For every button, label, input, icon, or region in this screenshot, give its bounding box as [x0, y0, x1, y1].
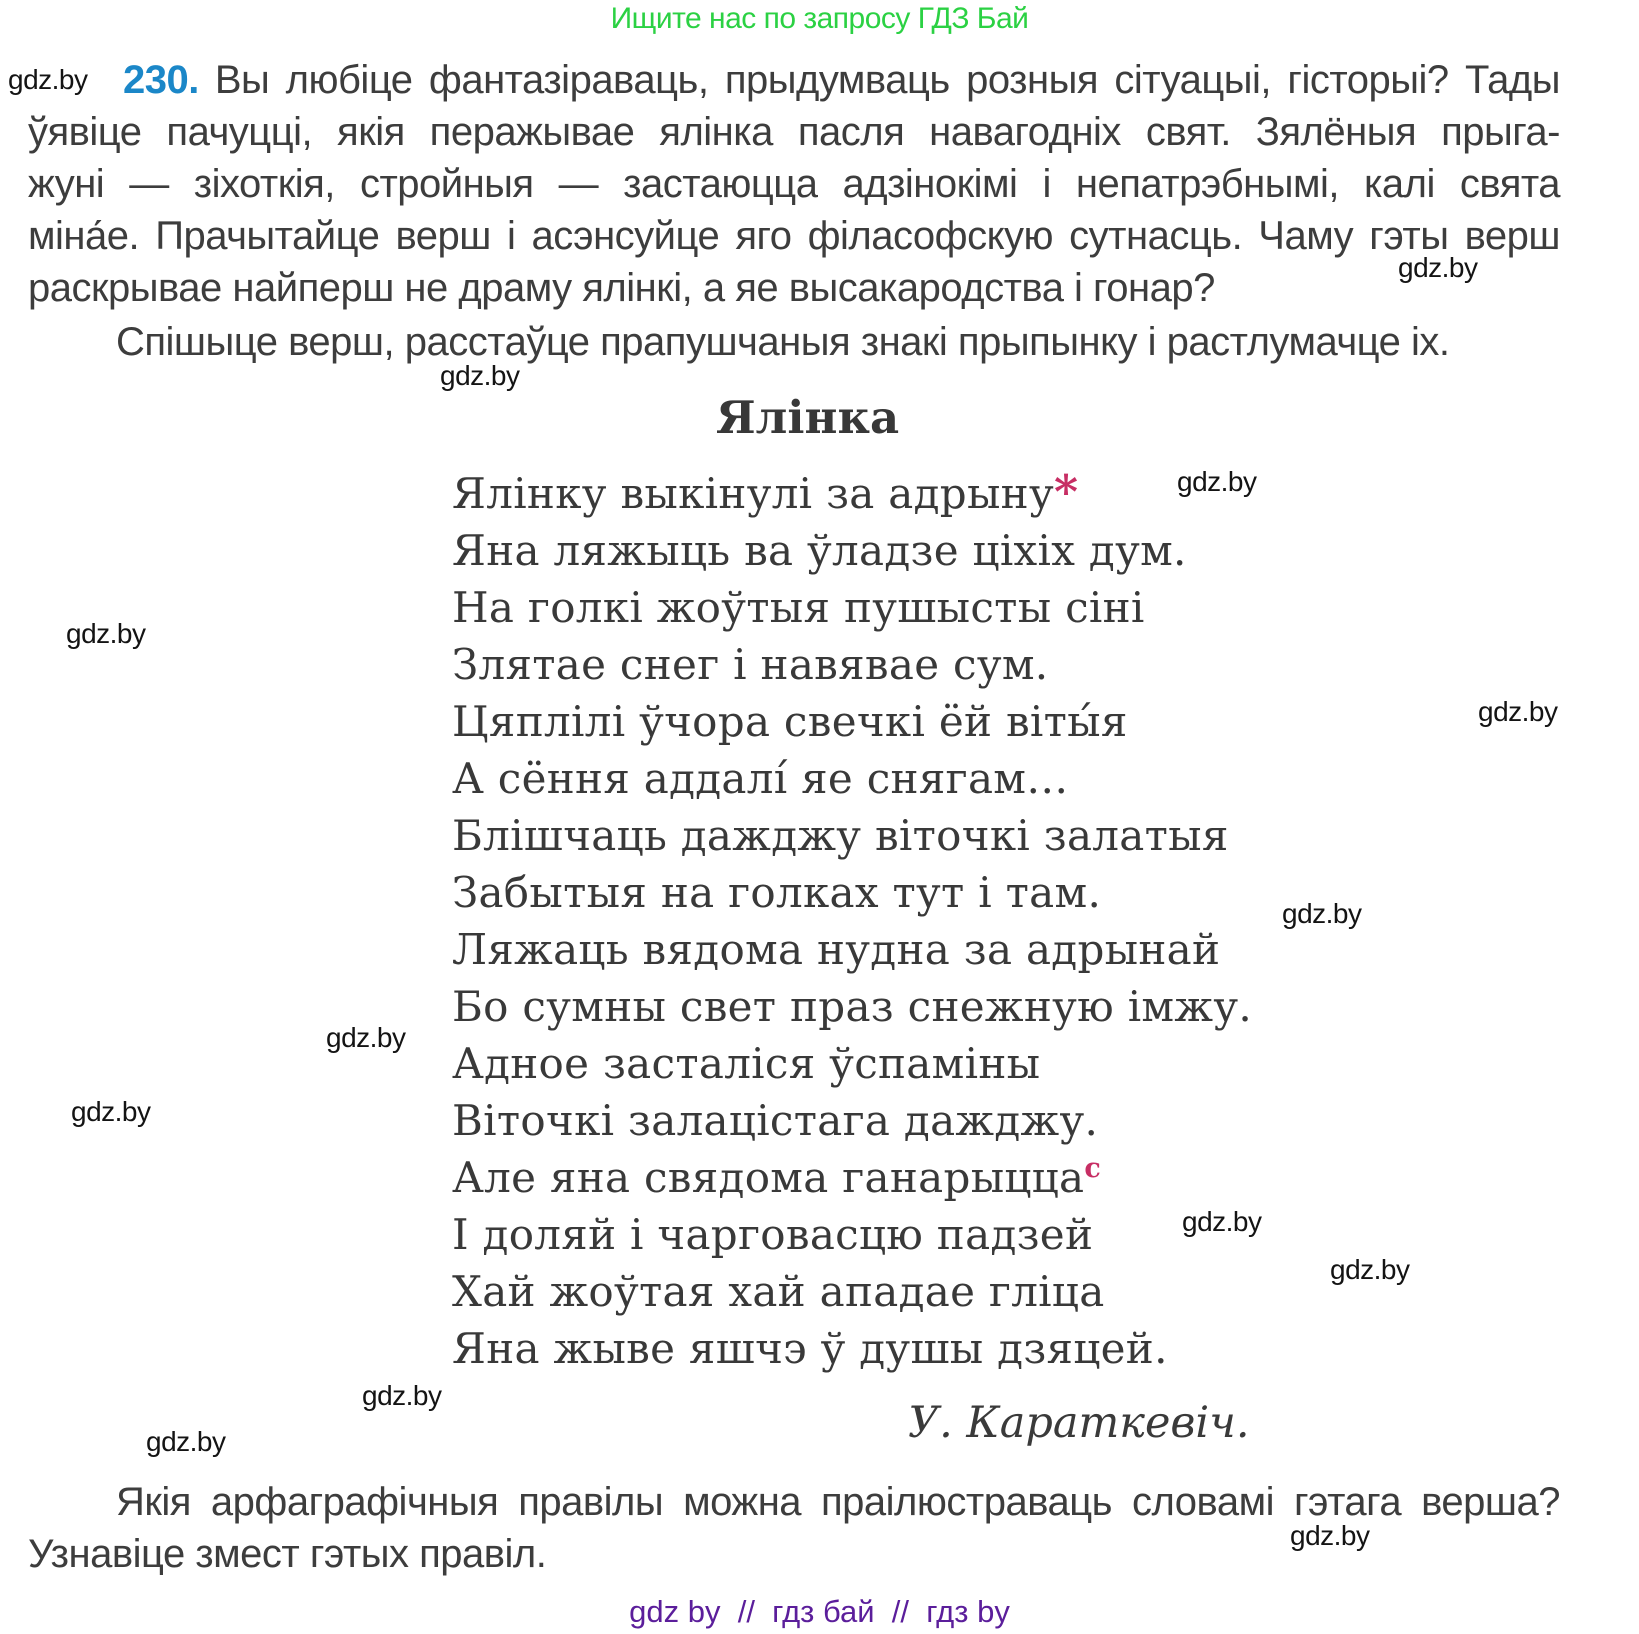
poem-line: Адное засталіся ўспаміны	[452, 1039, 1041, 1088]
gdz-watermark: gdz.by	[1398, 252, 1478, 283]
poem-line	[452, 465, 1252, 522]
gdz-watermark: gdz.by	[362, 1380, 442, 1411]
intro-line: ўявіце пачуцці, якія перажывае ялінка пасля навагодніх свят. Зялёныя прыга-	[28, 110, 1560, 154]
exercise-intro	[28, 54, 1560, 314]
poem-line: Блішчаць дажджу віточкі залатыя	[452, 811, 1229, 860]
poem-line: Хай жоўтая хай ападае гліца	[452, 1267, 1105, 1316]
footnote-asterisk: *	[1053, 465, 1079, 519]
poem-author: У. Караткевіч.	[908, 1398, 1250, 1448]
gdz-watermark: gdz.by	[1182, 1206, 1262, 1237]
poem-line	[452, 1149, 1252, 1206]
followup-line: Якія арфаграфічныя правілы можна праілюстраваць словамі гэтага верша?	[116, 1480, 1560, 1524]
poem-line-text: Ялінку выкінулі за адрыну	[452, 469, 1054, 518]
poem	[452, 465, 1252, 1377]
poem-line: На голкі жоўтыя пушысты сіні	[452, 583, 1145, 632]
gdz-watermark: gdz.by	[1282, 898, 1362, 929]
gdz-watermark: gdz.by	[326, 1022, 406, 1053]
gdz-watermark: gdz.by	[1177, 466, 1257, 497]
followup-line: Узнавіце змест гэтых правіл.	[28, 1532, 547, 1576]
note-superscript: с	[1084, 1153, 1102, 1184]
gdz-watermark: gdz.by	[146, 1426, 226, 1457]
task-line: Спішыце верш, расстаўце прапушчаныя знакі прыпынку і растлумачце іх.	[116, 320, 1450, 364]
gdz-watermark: gdz.by	[440, 360, 520, 391]
poem-line: А сёння аддалі́ яе снягам…	[452, 754, 1069, 803]
promo-banner-bottom: gdz by // гдз бай // гдз by	[629, 1594, 1010, 1629]
gdz-watermark: gdz.by	[1290, 1520, 1370, 1551]
intro-line-text: Вы любіце фантазіраваць, прыдумваць розныя сітуацыі, гісторыі? Тады	[214, 58, 1560, 102]
gdz-watermark: gdz.by	[1478, 696, 1558, 727]
poem-line: Яна ляжыць ва ўладзе ціхіх дум.	[452, 526, 1187, 575]
poem-title: Ялінка	[716, 391, 900, 444]
poem-line: Віточкі залацістага дажджу.	[452, 1096, 1099, 1145]
poem-line: Ляжаць вядома нудна за адрынай	[452, 925, 1221, 974]
intro-line	[28, 54, 1560, 106]
poem-line: Забытыя на голках тут і там.	[452, 868, 1102, 917]
poem-line: Злятае снег і навявае сум.	[452, 640, 1049, 689]
gdz-watermark: gdz.by	[1330, 1254, 1410, 1285]
promo-banner-top: Ищите нас по запросу ГДЗ Бай	[610, 2, 1029, 35]
poem-line-text: Але яна свядома ганарыцца	[452, 1153, 1085, 1202]
poem-line: Бо сумны свет праз снежную імжу.	[452, 982, 1252, 1031]
followup-question	[28, 1476, 1560, 1580]
poem-line: Яна жыве яшчэ ў душы дзяцей.	[452, 1324, 1168, 1373]
gdz-watermark: gdz.by	[71, 1096, 151, 1127]
exercise-number: 230.	[123, 58, 199, 102]
gdz-watermark: gdz.by	[8, 64, 88, 95]
intro-line: міна́е. Прачытайце верш і асэнсуйце яго філасофскую сутнасць. Чаму гэты верш	[28, 214, 1560, 258]
gdz-watermark: gdz.by	[66, 618, 146, 649]
intro-line: раскрывае найперш не драму ялінкі, а яе высакародства і гонар?	[28, 266, 1215, 310]
poem-line: Цяплілі ўчора свечкі ёй віты́я	[452, 697, 1128, 746]
intro-line: жуні — зіхоткія, стройныя — застаюцца адзінокімі і непатрэбнымі, калі свята	[28, 162, 1560, 206]
poem-line: І доляй і чарговасцю падзей	[452, 1210, 1094, 1259]
